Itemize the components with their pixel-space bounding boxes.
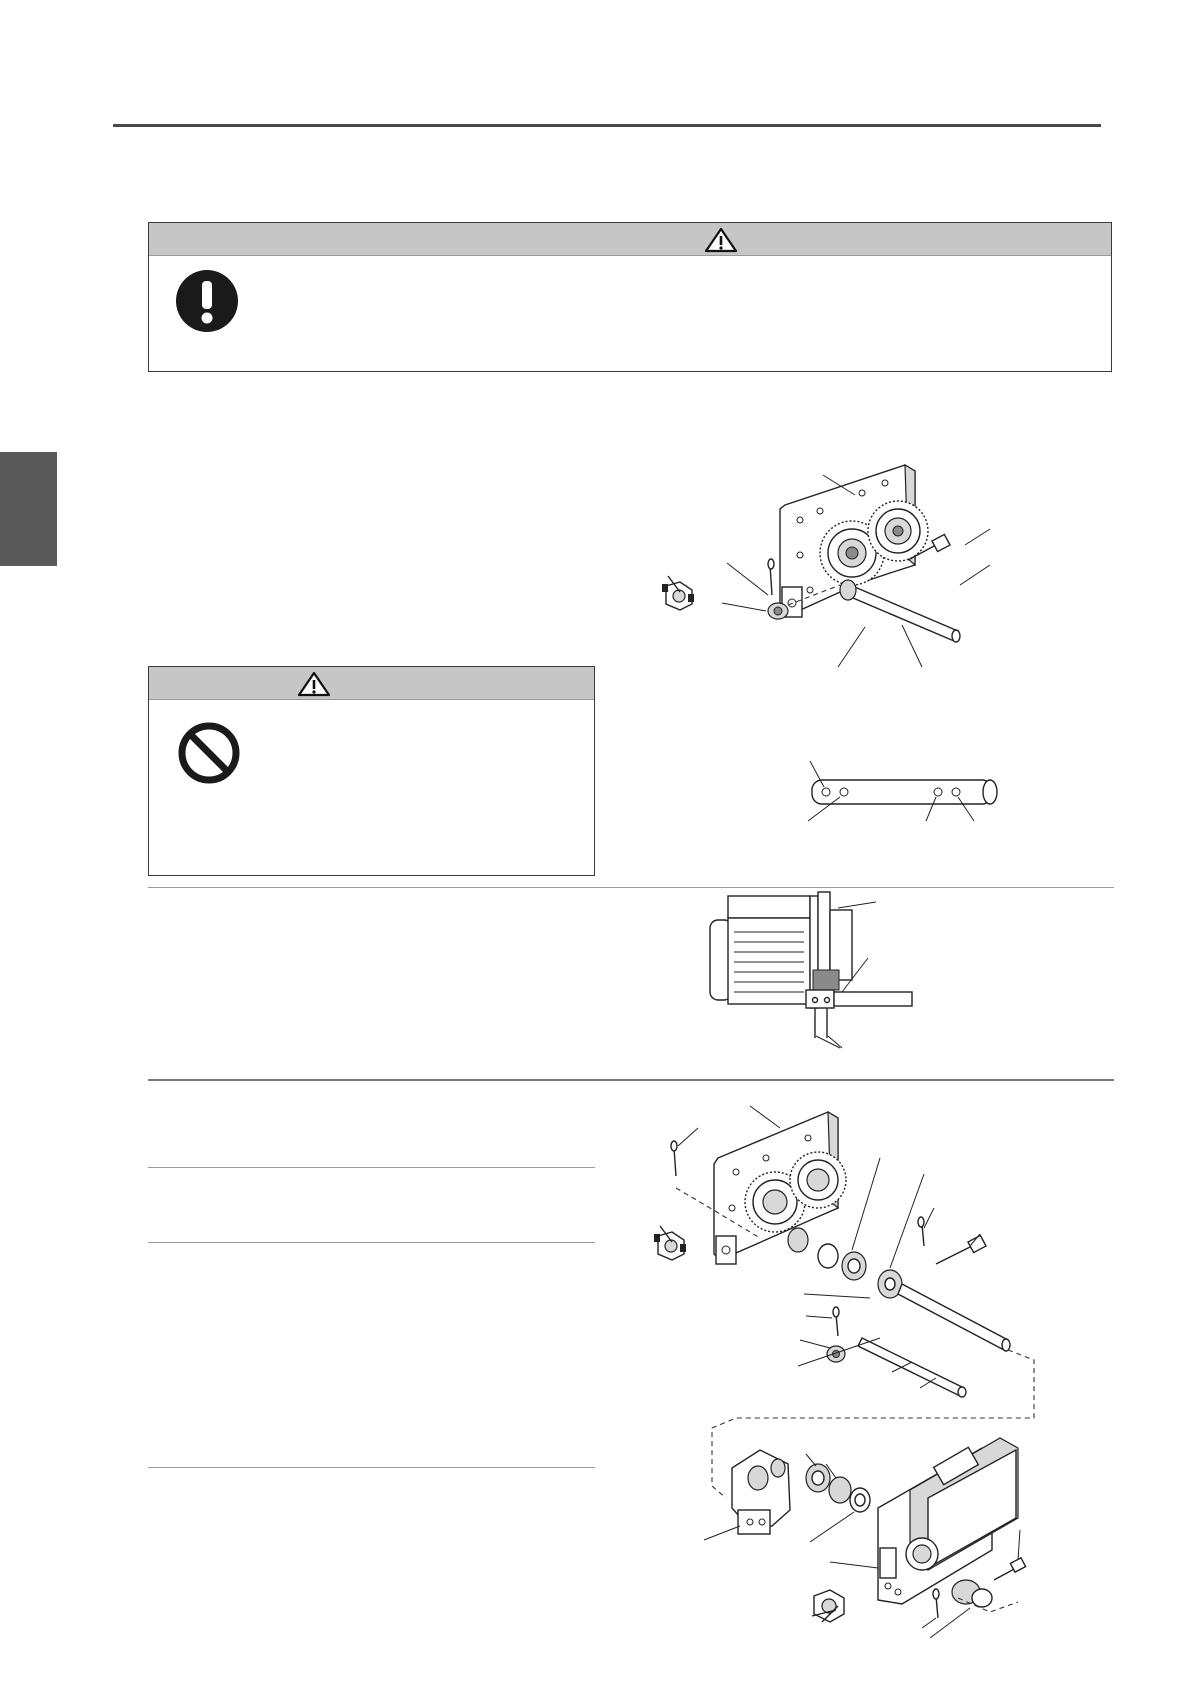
step-divider: [148, 1467, 595, 1468]
warning-header-bar: [149, 667, 594, 700]
figure-suspension-shaft: [800, 755, 1030, 835]
header-rule: [113, 124, 1101, 127]
step-divider: [148, 1167, 595, 1168]
section-tab: [0, 452, 57, 566]
section-divider: [148, 1079, 1114, 1081]
mandatory-warning-box: [148, 222, 1112, 372]
warning-triangle-icon: [297, 671, 331, 697]
figure-trolley-side-plate: [640, 445, 1040, 685]
section-divider: [148, 887, 1114, 888]
figure-hoist-top-view: [700, 888, 940, 1068]
prohibition-warning-box: [148, 666, 595, 876]
warning-triangle-icon: [704, 227, 738, 253]
figure-trolley-exploded: [640, 1098, 1060, 1638]
mandatory-exclamation-icon: [175, 269, 239, 333]
step-divider: [148, 1242, 595, 1243]
prohibition-circle-icon: [177, 721, 241, 785]
warning-header-bar: [149, 223, 1111, 256]
